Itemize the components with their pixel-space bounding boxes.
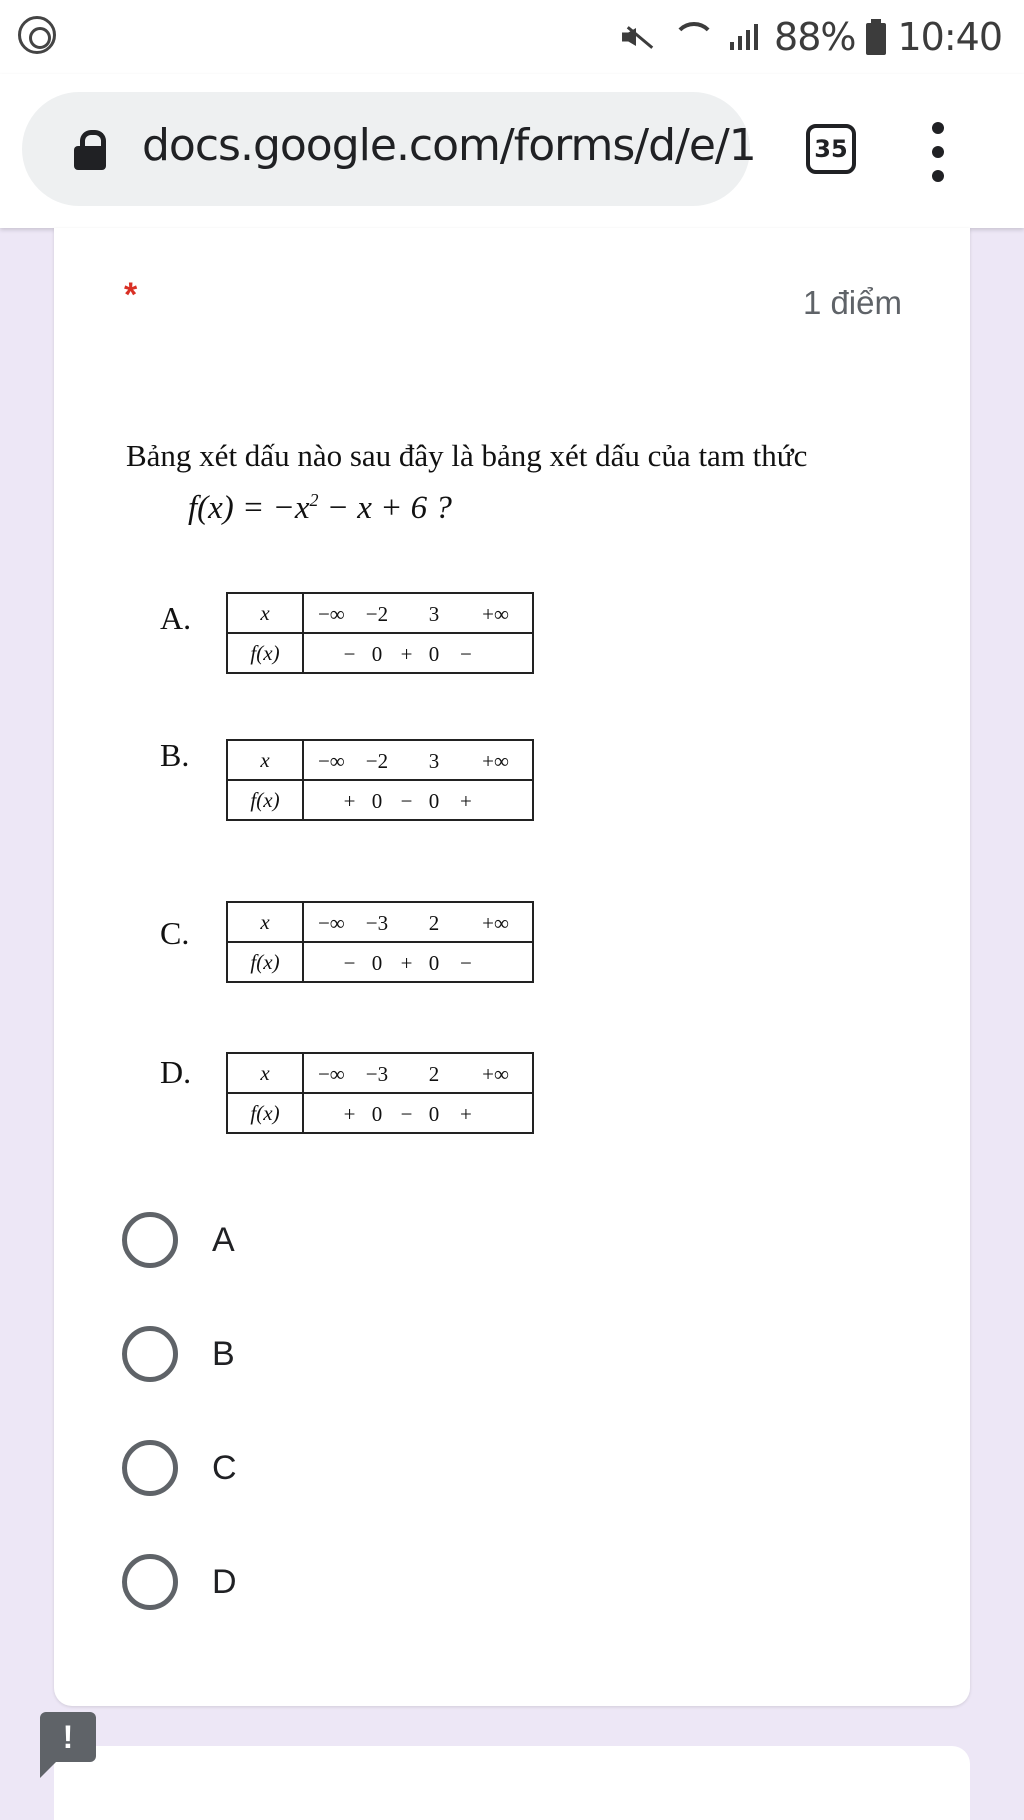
choice-label[interactable]: A — [212, 1220, 235, 1259]
f-label: f(x) — [227, 1093, 303, 1133]
signal-icon — [724, 20, 764, 54]
sign-table — [226, 592, 534, 674]
table-cell: 3 — [428, 749, 440, 773]
x-label: x — [227, 1053, 303, 1093]
table-cell: + — [400, 642, 413, 666]
x-label: x — [227, 593, 303, 633]
table-cell: − — [343, 951, 356, 975]
table-cell: − — [343, 642, 356, 666]
table-cell: +∞ — [482, 911, 509, 935]
table-cell: 0 — [371, 951, 383, 975]
sign-table — [226, 1052, 534, 1134]
table-cell: −3 — [365, 1062, 389, 1086]
table-cell: + — [459, 1102, 472, 1126]
settings-icon — [18, 16, 56, 54]
table-cell: −∞ — [317, 749, 345, 773]
wifi-icon — [670, 20, 714, 54]
f-label: f(x) — [227, 942, 303, 982]
table-cell: − — [459, 951, 472, 975]
x-label: x — [227, 902, 303, 942]
table-cell: −∞ — [317, 1062, 345, 1086]
table-cell: +∞ — [482, 602, 509, 626]
table-cell: − — [459, 642, 472, 666]
status-icons — [620, 10, 1002, 64]
table-cell: 0 — [428, 642, 440, 666]
choice-b[interactable] — [122, 1324, 235, 1384]
x-label: x — [227, 740, 303, 780]
table-cell: − — [400, 789, 413, 813]
table-cell: + — [343, 1102, 356, 1126]
sign-table — [226, 739, 534, 821]
required-mark: * — [124, 276, 138, 314]
table-cell: − — [400, 1102, 413, 1126]
x-row — [303, 593, 533, 633]
alert-icon: ! — [40, 1712, 96, 1762]
choice-d[interactable] — [122, 1552, 237, 1612]
lock-icon[interactable] — [74, 130, 108, 168]
x-row — [303, 740, 533, 780]
radio-button[interactable] — [122, 1440, 178, 1496]
table-cell: 2 — [428, 1062, 440, 1086]
next-question-card — [54, 1746, 970, 1820]
question-card — [54, 228, 970, 1706]
radio-button[interactable] — [122, 1212, 178, 1268]
option-letter: A. — [160, 600, 192, 636]
table-cell: +∞ — [482, 749, 509, 773]
radio-button[interactable] — [122, 1326, 178, 1382]
option-letter: C. — [160, 915, 190, 951]
table-cell: −∞ — [317, 602, 345, 626]
table-cell: −2 — [365, 602, 389, 626]
f-label: f(x) — [227, 780, 303, 820]
table-cell: + — [400, 951, 413, 975]
table-cell: −∞ — [317, 911, 345, 935]
x-row — [303, 1053, 533, 1093]
browser-toolbar — [0, 74, 1024, 228]
address-bar[interactable] — [22, 92, 756, 206]
table-cell: +∞ — [482, 1062, 509, 1086]
status-bar — [0, 0, 1024, 74]
choice-label[interactable]: D — [212, 1562, 237, 1601]
menu-dots-icon[interactable] — [926, 122, 950, 182]
f-row — [303, 633, 533, 673]
choice-label[interactable]: C — [212, 1448, 237, 1487]
table-cell: 0 — [371, 1102, 383, 1126]
f-label: f(x) — [227, 633, 303, 673]
sign-table — [226, 901, 534, 983]
choice-a[interactable] — [122, 1210, 235, 1270]
question-formula: $f(x) = -x^2 - x + 6$ ? — [188, 490, 452, 526]
radio-button[interactable] — [122, 1554, 178, 1610]
mute-icon — [620, 20, 660, 54]
table-cell: −3 — [365, 911, 389, 935]
table-cell: 3 — [428, 602, 440, 626]
option-letter: B. — [160, 737, 190, 773]
table-cell: 0 — [371, 642, 383, 666]
f-row — [303, 780, 533, 820]
battery-percent: 88% — [774, 15, 856, 59]
table-cell: 2 — [428, 911, 440, 935]
table-cell: 0 — [428, 789, 440, 813]
tab-switcher-button[interactable]: 35 — [806, 124, 856, 174]
table-cell: 0 — [428, 1102, 440, 1126]
table-cell: + — [459, 789, 472, 813]
url-text[interactable]: docs.google.com/forms/d/e/1 — [142, 120, 756, 171]
battery-icon — [865, 19, 887, 55]
points-label: 1 điểm — [802, 284, 902, 321]
table-cell: + — [343, 789, 356, 813]
table-cell: −2 — [365, 749, 389, 773]
table-cell: 0 — [428, 951, 440, 975]
option-letter: D. — [160, 1054, 192, 1090]
choice-c[interactable] — [122, 1438, 237, 1498]
x-row — [303, 902, 533, 942]
f-row — [303, 942, 533, 982]
choice-label[interactable]: B — [212, 1334, 235, 1373]
f-row — [303, 1093, 533, 1133]
clock: 10:40 — [897, 15, 1002, 59]
question-text: Bảng xét dấu nào sau đây là bảng xét dấu của tam thức — [126, 438, 808, 473]
table-cell: 0 — [371, 789, 383, 813]
